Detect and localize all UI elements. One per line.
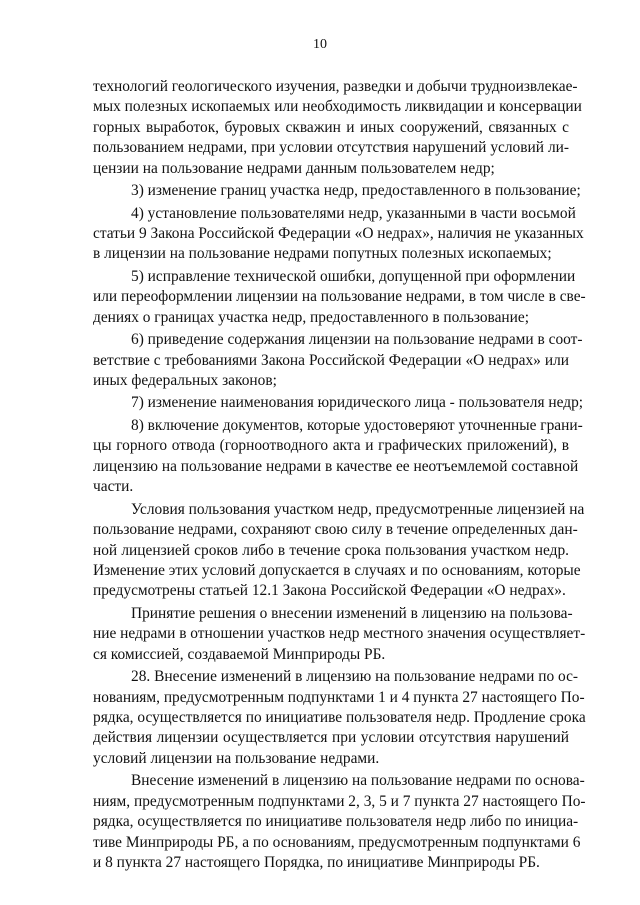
text-line: ние недрами в отношении участков недр местного значения осуществляет-: [93, 625, 586, 642]
text-line: 8) включение документов, которые удостоверяют уточненные грани-: [131, 417, 583, 434]
text-line: технологий геологического изучения, разведки и добычи трудноизвлекае-: [93, 78, 578, 95]
text-line: ветствие с требованиями Закона Российской Федерации «О недрах» или: [93, 352, 569, 369]
text-line: пользование недрами, сохраняют свою силу в течение определенных дан-: [93, 521, 578, 538]
text-line: статьи 9 Закона Российской Федерации «О недрах», наличия не указанных: [93, 225, 584, 242]
text-line: горных выработок, буровых скважин и иных сооружений, связанных с: [93, 119, 569, 136]
text-line: рядка, осуществляется по инициативе пользователя недр либо по инициа-: [93, 813, 579, 830]
text-line: Принятие решения о внесении изменений в лицензию на пользова-: [131, 605, 573, 622]
text-line: 28. Внесение изменений в лицензию на пользование недрами по ос-: [131, 668, 579, 685]
text-line: лицензию на пользование недрами в качестве ее неотъемлемой составной: [93, 458, 579, 475]
text-line: ной лицензией сроков либо в течение срока пользования участком недр.: [93, 542, 569, 559]
text-line: или переоформлении лицензии на пользование недрами, в том числе в све-: [93, 288, 586, 305]
text-line: Условия пользования участком недр, предусмотренные лицензией на: [131, 501, 585, 518]
text-line: 3) изменение границ участка недр, предоставленного в пользование;: [131, 182, 581, 199]
text-line: цы горного отвода (горноотводного акта и графических приложений), в: [93, 437, 569, 454]
text-line: 6) приведение содержания лицензии на пользование недрами в соот-: [131, 331, 583, 348]
text-line: рядка, осуществляется по инициативе пользователя недр. Продление срока: [93, 709, 586, 726]
text-line: Изменение этих условий допускается в случаях и по основаниям, которые: [93, 562, 581, 579]
text-line: и 8 пункта 27 настоящего Порядка, по инициативе Минприроды РБ.: [93, 854, 540, 871]
text-line: цензии на пользование недрами данным пользователем недр;: [93, 160, 495, 177]
text-line: 5) исправление технической ошибки, допущенной при оформлении: [131, 268, 576, 285]
text-line: нованиям, предусмотренным подпунктами 1 и 4 пункта 27 настоящего По-: [93, 689, 585, 706]
text-line: действия лицензии осуществляется при условии отсутствия нарушений: [93, 729, 569, 746]
text-line: ся комиссией, создаваемой Минприроды РБ.: [93, 646, 386, 663]
text-line: мых полезных ископаемых или необходимость ликвидации и консервации: [93, 98, 582, 115]
text-line: 7) изменение наименования юридического лица - пользователя недр;: [131, 394, 584, 411]
text-line: пользованием недрами, при условии отсутствия нарушений условий ли-: [93, 139, 569, 156]
text-line: части.: [93, 478, 134, 495]
text-line: предусмотрены статьей 12.1 Закона Российской Федерации «О недрах».: [93, 582, 566, 599]
text-line: в лицензии на пользование недрами попутных полезных ископаемых;: [93, 245, 552, 262]
text-line: Внесение изменений в лицензию на пользование недрами по основа-: [131, 772, 585, 789]
page-number: 10: [313, 37, 327, 52]
text-line: тиве Минприроды РБ, а по основаниям, предусмотренным подпунктами 6: [93, 834, 581, 851]
text-line: 4) установление пользователями недр, указанными в части восьмой: [131, 205, 576, 222]
text-line: условий лицензии на пользование недрами.: [93, 750, 380, 767]
text-line: дениях о границах участка недр, предоставленного в пользование;: [93, 309, 530, 326]
text-line: иных федеральных законов;: [93, 372, 277, 389]
text-line: ниям, предусмотренным подпунктами 2, 3, 5 и 7 пункта 27 настоящего По-: [93, 793, 586, 810]
